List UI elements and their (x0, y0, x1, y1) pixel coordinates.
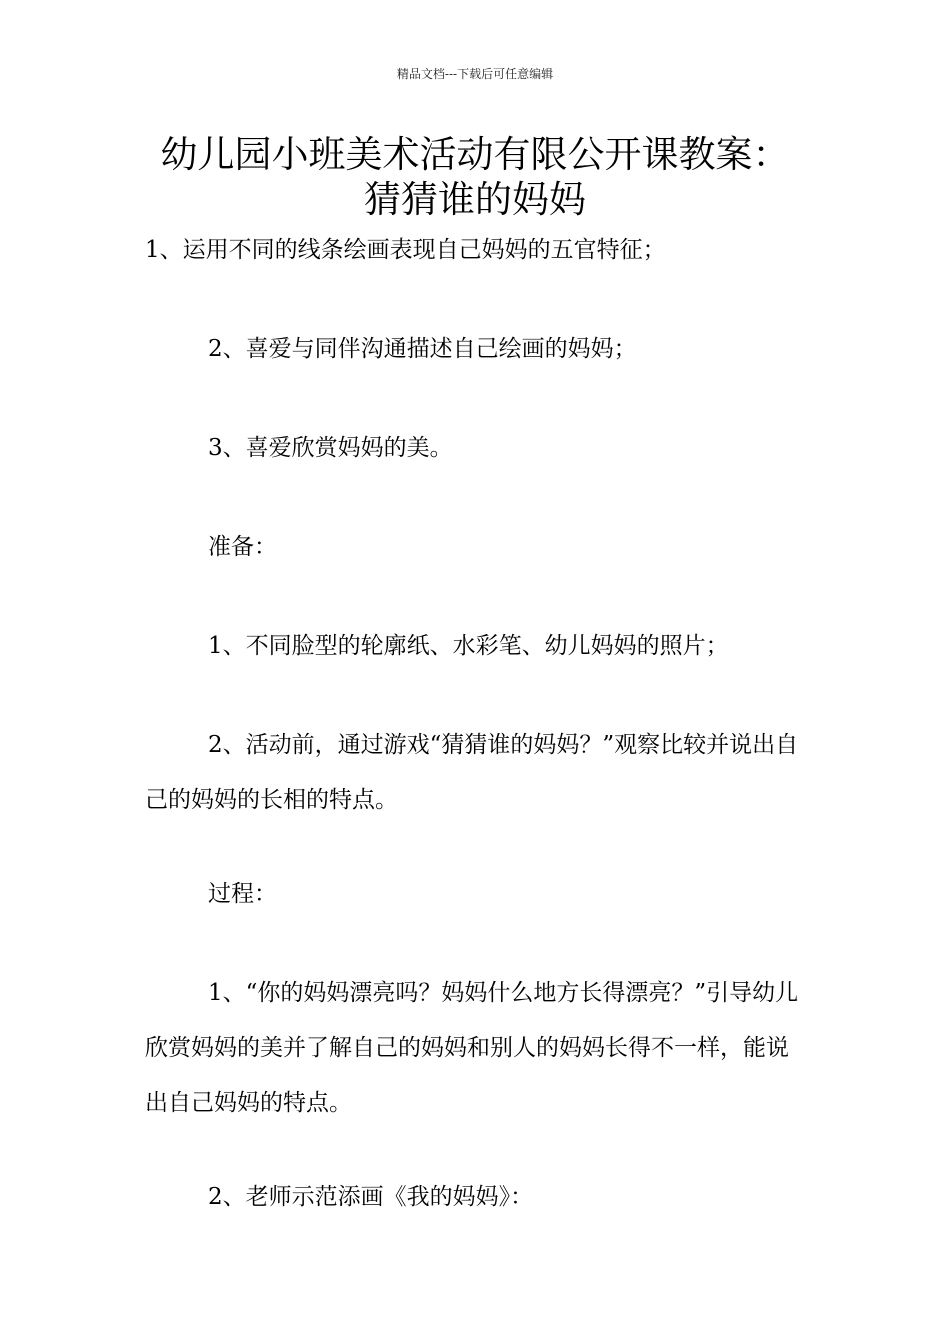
title-line-1: 幼儿园小班美术活动有限公开课教案： (160, 133, 790, 176)
objective-3: 3、喜爱欣赏妈妈的美。 (208, 435, 453, 461)
section-heading-preparation: 准备： (208, 534, 277, 560)
process-step-2: 2、老师示范添画《我的妈妈》： (208, 1184, 534, 1210)
section-heading-process: 过程： (208, 881, 277, 907)
objective-2: 2、喜爱与同伴沟通描述自己绘画的妈妈； (208, 336, 637, 362)
title-line-2: 猜猜谁的妈妈 (364, 178, 586, 221)
process-step-1: 1、“你的妈妈漂亮吗？妈妈什么地方长得漂亮？”引导幼儿欣赏妈妈的美并了解自己的妈妈和别人的妈妈长得不一样，能说出自己妈妈的特点。 (145, 980, 799, 1116)
preparation-item-2: 2、活动前，通过游戏“猜猜谁的妈妈？”观察比较并说出自己的妈妈的长相的特点。 (145, 732, 799, 813)
document-title (120, 132, 830, 222)
header-note: 精品文档---下载后可任意编辑 (396, 67, 554, 81)
preparation-item-1: 1、不同脸型的轮廓纸、水彩笔、幼儿妈妈的照片； (208, 633, 729, 659)
objective-1: 1、运用不同的线条绘画表现自己妈妈的五官特征； (145, 237, 666, 263)
